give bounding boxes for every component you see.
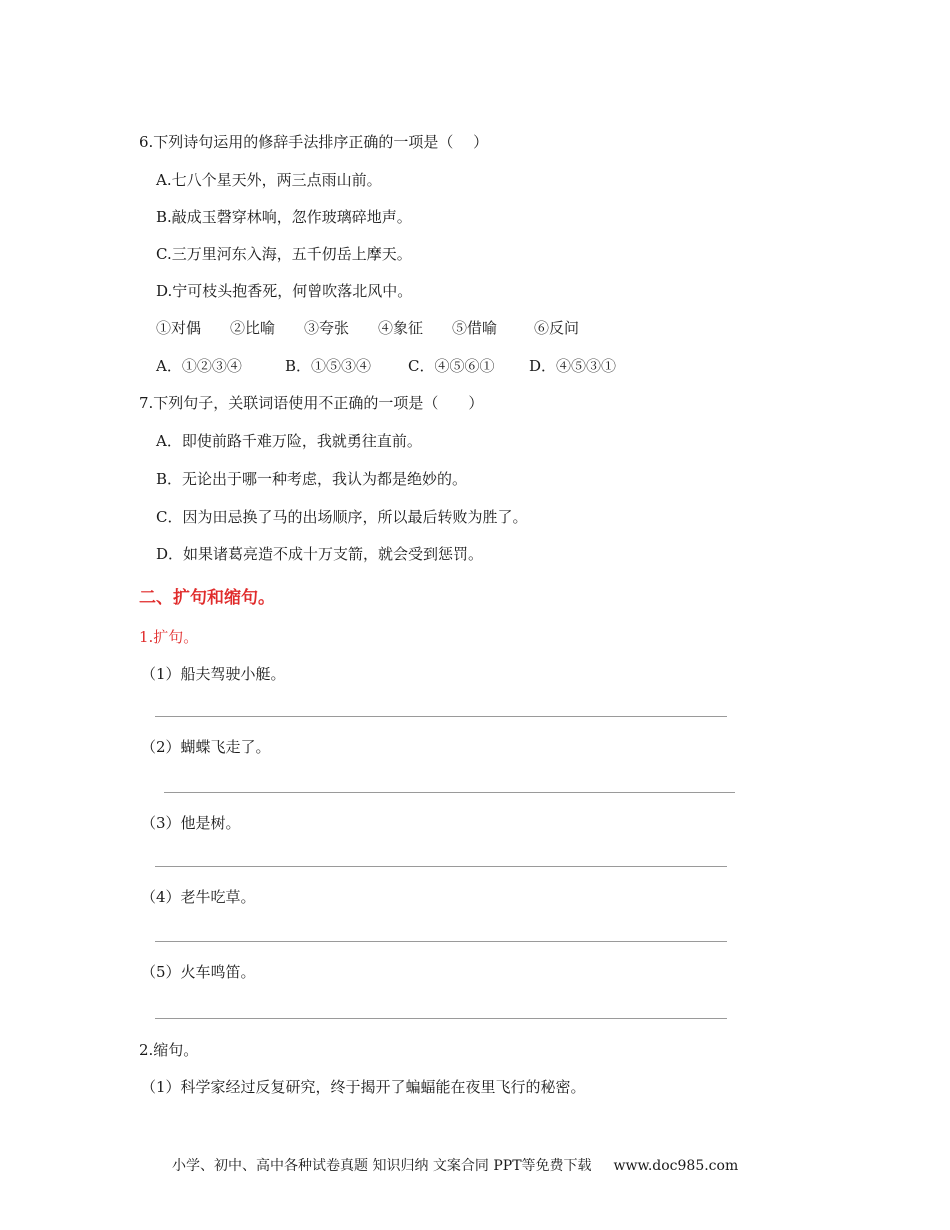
- device-item: ②比喻: [230, 319, 276, 337]
- question-6-title: 6.下列诗句运用的修辞手法排序正确的一项是（ ）: [139, 133, 489, 151]
- choice-item: A．①②③④: [156, 357, 242, 375]
- question-7-option-d: D．如果诸葛亮造不成十万支箭，就会受到惩罚。: [156, 545, 484, 563]
- device-item: ⑤借喻: [452, 319, 498, 337]
- expand-item-1: （1）船夫驾驶小艇。: [141, 665, 286, 683]
- question-6-option-d: D.宁可枝头抱香死，何曾吹落北风中。: [156, 282, 413, 300]
- answer-line-5[interactable]: [155, 1018, 727, 1019]
- shrink-title: 2.缩句。: [139, 1041, 199, 1059]
- expand-item-3: （3）他是树。: [141, 814, 241, 832]
- question-6-option-b: B.敲成玉磬穿林响，忽作玻璃碎地声。: [156, 208, 412, 226]
- answer-line-1[interactable]: [155, 716, 727, 717]
- question-6-choices: [156, 356, 616, 376]
- expand-title: 1.扩句。: [139, 628, 199, 646]
- expand-item-4: （4）老牛吃草。: [141, 888, 256, 906]
- expand-item-5: （5）火车鸣笛。: [141, 963, 256, 981]
- device-item: ④象征: [378, 319, 424, 337]
- answer-line-2[interactable]: [164, 792, 735, 793]
- question-7-option-c: C．因为田忌换了马的出场顺序，所以最后转败为胜了。: [156, 508, 528, 526]
- answer-line-4[interactable]: [155, 941, 727, 942]
- shrink-item-1: （1）科学家经过反复研究，终于揭开了蝙蝠能在夜里飞行的秘密。: [141, 1078, 586, 1096]
- footer-text: 小学、初中、高中各种试卷真题 知识归纳 文案合同 PPT等免费下载: [172, 1158, 592, 1174]
- device-item: ③夸张: [304, 319, 350, 337]
- answer-line-3[interactable]: [155, 866, 727, 867]
- expand-item-2: （2）蝴蝶飞走了。: [141, 738, 271, 756]
- question-6-option-c: C.三万里河东入海，五千仞岳上摩天。: [156, 245, 412, 263]
- device-item: ⑥反问: [534, 319, 580, 337]
- footer-url-link[interactable]: www.doc985.com: [613, 1158, 739, 1174]
- section-2-heading: 二、扩句和缩句。: [139, 588, 275, 608]
- choice-item: B．①⑤③④: [285, 357, 372, 375]
- question-7-option-b: B．无论出于哪一种考虑，我认为都是绝妙的。: [156, 470, 468, 488]
- question-7-title: 7.下列句子，关联词语使用不正确的一项是（ ）: [139, 394, 484, 412]
- page-footer: [172, 1155, 738, 1175]
- choice-item: D．④⑤③①: [529, 357, 617, 375]
- device-item: ①对偶: [156, 319, 202, 337]
- question-6-option-a: A.七八个星天外，两三点雨山前。: [156, 171, 382, 189]
- question-7-option-a: A．即使前路千难万险，我就勇往直前。: [156, 432, 422, 450]
- choice-item: C．④⑤⑥①: [408, 357, 495, 375]
- rhetoric-device-list: [156, 318, 579, 338]
